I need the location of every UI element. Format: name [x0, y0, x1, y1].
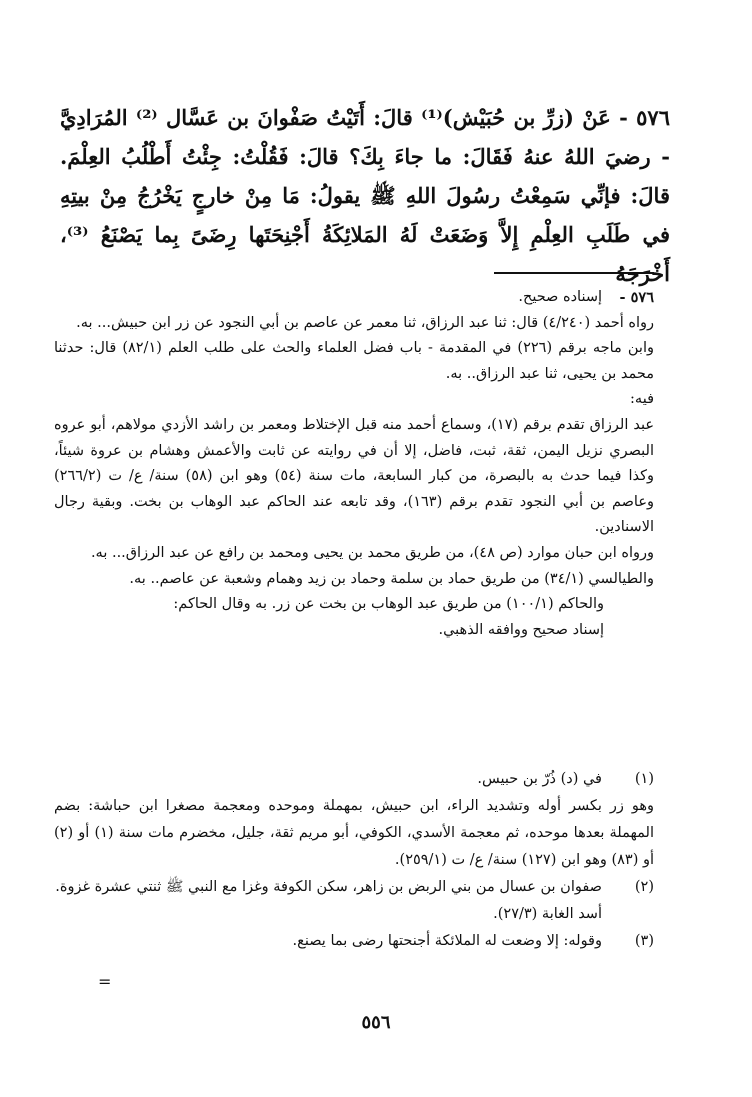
commentary-paragraph: والطيالسي (٣٤/١) من طريق حماد بن سلمة وحماد بن زيد وهمام وشعبة عن عاصم.. به. — [129, 570, 654, 587]
commentary-paragraph: والحاكم (١٠٠/١) من طريق عبد الوهاب بن بخت عن زر. به وقال الحاكم: — [173, 596, 604, 613]
footnote-separator — [494, 272, 654, 274]
hadith-text: عَنْ (زرِّ بن حُبَيْش)⁽¹⁾ قالَ: أَتَيْتُ صَفْوانَ بن عَسَّال ⁽²⁾ المُرَادِيَّ - رضيَ اللهُ عنهُ فَقَالَ: ما جاءَ بِكَ؟ قالَ: فَقُلْتُ: جِئْتُ أَطْلُبُ العِلْمَ. قالَ: فإنِّي سَمِعْتُ رسُولَ اللهِ ﷺ يقولُ: مَا مِنْ خارجٍ يَخْرُجُ مِنْ بيتِهِ في طَلَبِ العِلْمِ إِلاَّ وَضَعَتْ لَهُ المَلائِكَةُ أَجْنِحَتَها رِضَىً بِما يَصْنَعُ ⁽³⁾، أَخْرَجَهُ — [60, 105, 670, 286]
footnote-marker: (٣) — [634, 933, 654, 949]
footnote-line: في (د) ذُرّ بن حبيس. — [477, 771, 602, 787]
commentary-paragraph: إسناد صحيح ووافقه الذهبي. — [438, 621, 604, 638]
footnote-marker: (١) — [634, 771, 654, 787]
footnote-marker: (٢) — [634, 879, 654, 895]
continuation-mark: = — [98, 972, 112, 991]
footnotes — [54, 766, 654, 955]
commentary-paragraph: وابن ماجه برقم (٢٢٦) في المقدمة - باب فضل العلماء والحث على طلب العلم (٨٢/١) قال: حدثنا محمد بن يحيى، ثنا عبد الرزاق.. به. — [54, 340, 654, 382]
footnote — [54, 928, 654, 955]
commentary-paragraph: رواه أحمد (٤/٢٤٠) قال: ثنا عبد الرزاق، ثنا معمر عن عاصم بن أبي النجود عن زر ابن حبيش... به. — [76, 314, 654, 331]
footnote-line: وقوله: إلا وضعت له الملائكة أجنحتها رضى بما يصنع. — [292, 933, 602, 949]
commentary-paragraph: عبد الرزاق تقدم برقم (١٧)، وسماع أحمد منه قبل الإختلاط ومعمر بن راشد الأزدي مولاهم، أبو عروه البصري نزيل اليمن، ثقة، ثبت، فاضل، إلا أن في روايته عن ثابت والأعمش وهشام بن عروة شيئاً، وكذا فيما حدث به بالبصرة، من كبار السابعة، مات سنة (٥٤) وهو ابن (٥٨) سنة/ ع/ ت (٢٦٦/٢) وعاصم بن أبي النجود تقدم برقم (١٦٣)، وقد تابعه عند الحاكم عبد الوهاب بن بخت. وبقية رجال الاسنادين. — [54, 416, 655, 536]
footnote-line: أسد الغابة (٢٧/٣). — [493, 906, 602, 922]
footnote-line: وهو زر بكسر أوله وتشديد الراء، ابن حبيش، بمهملة وموحده ومعجمة مصغرا ابن حباشة: بضم المهملة بعدها موحده، ثم معجمة الأسدي، الكوفي، أبو مريم ثقة، جليل، مخضرم مات سنة (١) أو (٢) أو (٨٣) وهو ابن (١٢٧) سنة/ ع/ ت (٢٥٩/١). — [54, 798, 654, 868]
commentary-number: ٥٧٦ - — [619, 289, 654, 306]
footnote — [54, 874, 654, 928]
commentary-paragraph: ورواه ابن حبان موارد (ص ٤٨)، من طريق محمد بن يحيى ومحمد بن رافع عن عبد الرزاق... به. — [90, 544, 654, 561]
commentary-heading: إسناده صحيح. — [518, 289, 602, 305]
commentary-paragraph: فيه: — [630, 391, 654, 408]
page-number: ٥٥٦ — [361, 1012, 391, 1033]
footnote-line: صفوان بن عسال من بني الربض بن زاهر، سكن الكوفة وغزا مع النبي ﷺ ثنتي عشرة غزوة. — [55, 879, 602, 895]
commentary-block — [54, 285, 654, 643]
hadith-number: ٥٧٦ - — [619, 105, 670, 130]
footnote — [54, 766, 654, 874]
hadith-text-block — [60, 98, 670, 293]
